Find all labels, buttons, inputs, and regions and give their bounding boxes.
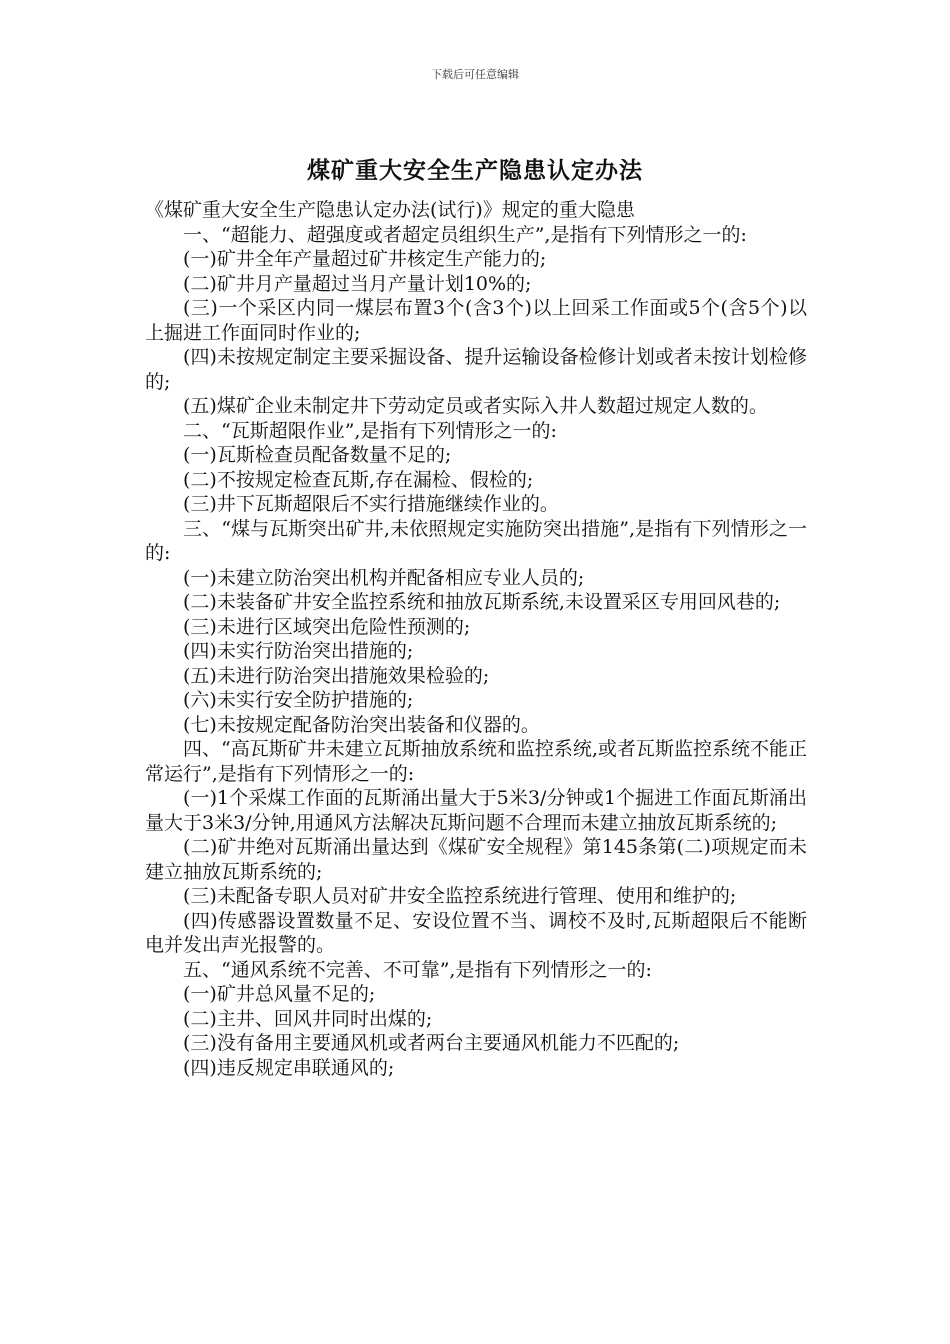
paragraph: 五、“通风系统不完善、不可靠”,是指有下列情形之一的: <box>183 958 652 981</box>
paragraph: (二)未装备矿井安全监控系统和抽放瓦斯系统,未设置采区专用回风巷的; <box>183 591 781 613</box>
paragraph: 四、“高瓦斯矿井未建立瓦斯抽放系统和监控系统,或者瓦斯监控系统不能正常运行”,是指有下列情形之一的: <box>145 738 807 785</box>
paragraph: (二)主井、回风井同时出煤的; <box>183 1007 433 1030</box>
paragraph: (五)未进行防治突出措施效果检验的; <box>183 664 490 687</box>
paragraph: (三)一个采区内同一煤层布置3个(含3个)以上回采工作面或5个(含5个)以上掘进工作面同时作业的; <box>145 297 807 344</box>
paragraph: (三)井下瓦斯超限后不实行措施继续作业的。 <box>183 493 559 515</box>
paragraph: (六)未实行安全防护措施的; <box>183 689 414 711</box>
paragraph: (一)矿井全年产量超过矿井核定生产能力的; <box>183 248 547 270</box>
paragraph: (四)未按规定制定主要采掘设备、提升运输设备检修计划或者未按计划检修的; <box>145 346 807 393</box>
paragraph: (二)不按规定检查瓦斯,存在漏检、假检的; <box>183 468 534 491</box>
paragraph: (三)未进行区域突出危险性预测的; <box>183 615 471 638</box>
paragraph: (一)1个采煤工作面的瓦斯涌出量大于5米3/分钟或1个掘进工作面瓦斯涌出量大于3米3/分钟,用通风方法解决瓦斯问题不合理而未建立抽放瓦斯系统的; <box>145 787 807 834</box>
paragraph: 《煤矿重大安全生产隐患认定办法(试行)》规定的重大隐患 <box>145 199 635 221</box>
paragraph: (四)传感器设置数量不足、安设位置不当、调校不及时,瓦斯超限后不能断电并发出声光报警的。 <box>145 909 807 956</box>
document-body <box>145 198 807 1080</box>
paragraph: (二)矿井月产量超过当月产量计划10%的; <box>183 272 532 295</box>
paragraph: (三)没有备用主要通风机或者两台主要通风机能力不匹配的; <box>183 1032 680 1054</box>
document-title: 煤矿重大安全生产隐患认定办法 <box>307 158 643 184</box>
page-header-note: 下载后可任意编辑 <box>431 68 519 81</box>
paragraph: (一)瓦斯检查员配备数量不足的; <box>183 444 452 466</box>
paragraph: (二)矿井绝对瓦斯涌出量达到《煤矿安全规程》第145条第(二)项规定而未建立抽放瓦斯系统的; <box>145 836 807 883</box>
paragraph: (七)未按规定配备防治突出装备和仪器的。 <box>183 713 540 736</box>
paragraph: (一)矿井总风量不足的; <box>183 983 376 1005</box>
paragraph: (四)违反规定串联通风的; <box>183 1056 395 1079</box>
paragraph: (一)未建立防治突出机构并配备相应专业人员的; <box>183 566 585 589</box>
paragraph: (三)未配备专职人员对矿井安全监控系统进行管理、使用和维护的; <box>183 885 737 907</box>
paragraph: (五)煤矿企业未制定井下劳动定员或者实际入井人数超过规定人数的。 <box>183 395 768 417</box>
paragraph: (四)未实行防治突出措施的; <box>183 640 414 662</box>
paragraph: 二、“瓦斯超限作业”,是指有下列情形之一的: <box>183 419 557 442</box>
paragraph: 三、“煤与瓦斯突出矿井,未依照规定实施防突出措施”,是指有下列情形之一的: <box>145 517 807 564</box>
paragraph: 一、“超能力、超强度或者超定员组织生产”,是指有下列情形之一的: <box>183 223 747 246</box>
